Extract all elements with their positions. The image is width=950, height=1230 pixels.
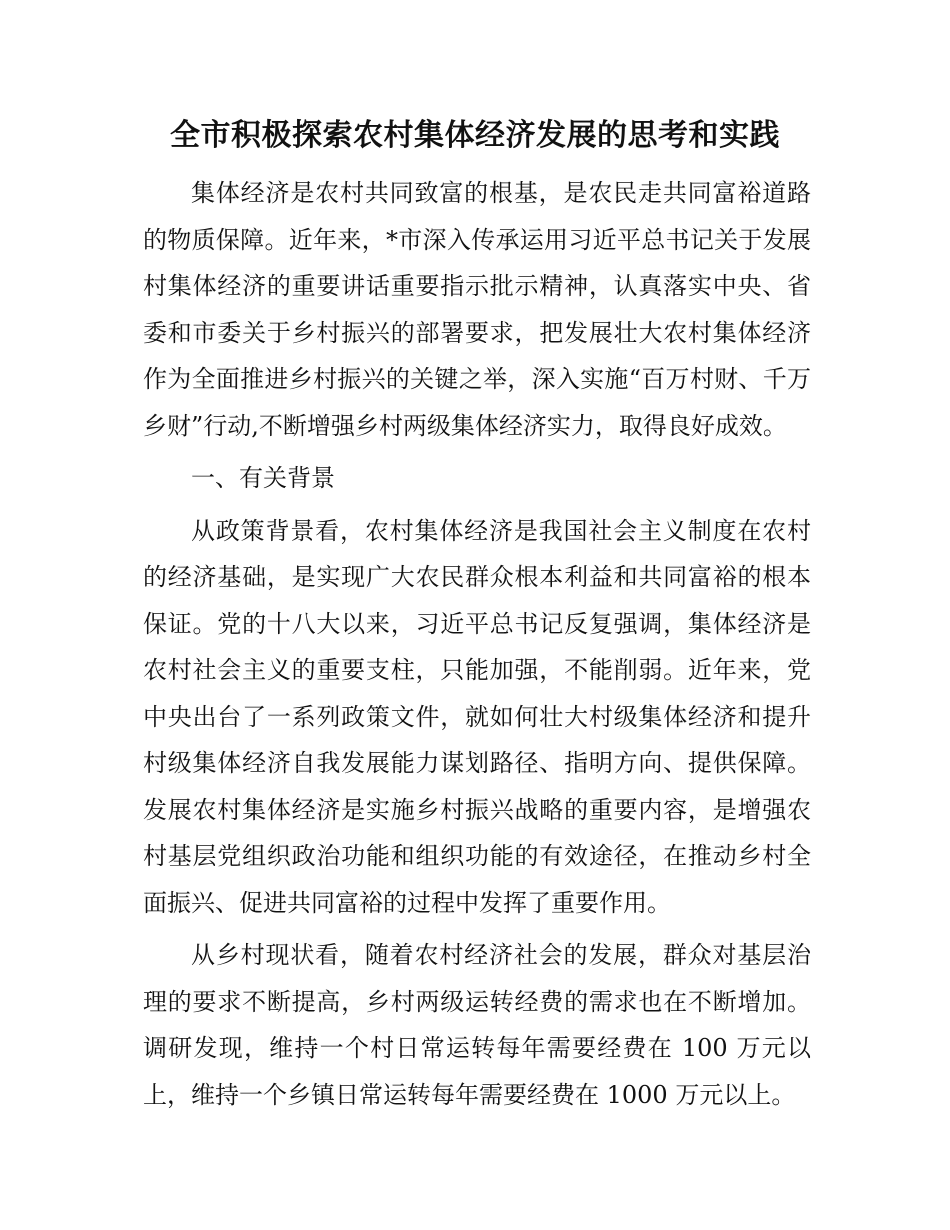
paragraph-rural-status: 从乡村现状看，随着农村经济社会的发展，群众对基层治理的要求不断提高，乡村两级运转经费的需求也在不断增加。调研发现，维持一个村日常运转每年需要经费在 100 万元以上，维持一个乡镇日常运转每年需要经费在 1000 万元以上。 (143, 941, 811, 1109)
document-body (143, 170, 811, 1124)
section-heading-background: 一、有关背景 (191, 464, 335, 492)
paragraph-policy-background: 从政策背景看，农村集体经济是我国社会主义制度在农村的经济基础，是实现广大农民群众根本利益和共同富裕的根本保证。党的十八大以来，习近平总书记反复强调，集体经济是农村社会主义的重要支柱，只能加强，不能削弱。近年来，党中央出台了一系列政策文件，就如何壮大村级集体经济和提升村级集体经济自我发展能力谋划路径、指明方向、提供保障。发展农村集体经济是实施乡村振兴战略的重要内容，是增强农村基层党组织政治功能和组织功能的有效途径，在推动乡村全面振兴、促进共同富裕的过程中发挥了重要作用。 (143, 516, 811, 917)
document-title: 全市积极探索农村集体经济发展的思考和实践 (170, 118, 780, 153)
paragraph-intro: 集体经济是农村共同致富的根基，是农民走共同富裕道路的物质保障。近年来，*市深入传承运用习近平总书记关于发展村集体经济的重要讲话重要指示批示精神，认真落实中央、省委和市委关于乡村振兴的部署要求，把发展壮大农村集体经济作为全面推进乡村振兴的关键之举，深入实施“百万村财、千万乡财”行动,不断增强乡村两级集体经济实力，取得良好成效。 (143, 179, 811, 440)
